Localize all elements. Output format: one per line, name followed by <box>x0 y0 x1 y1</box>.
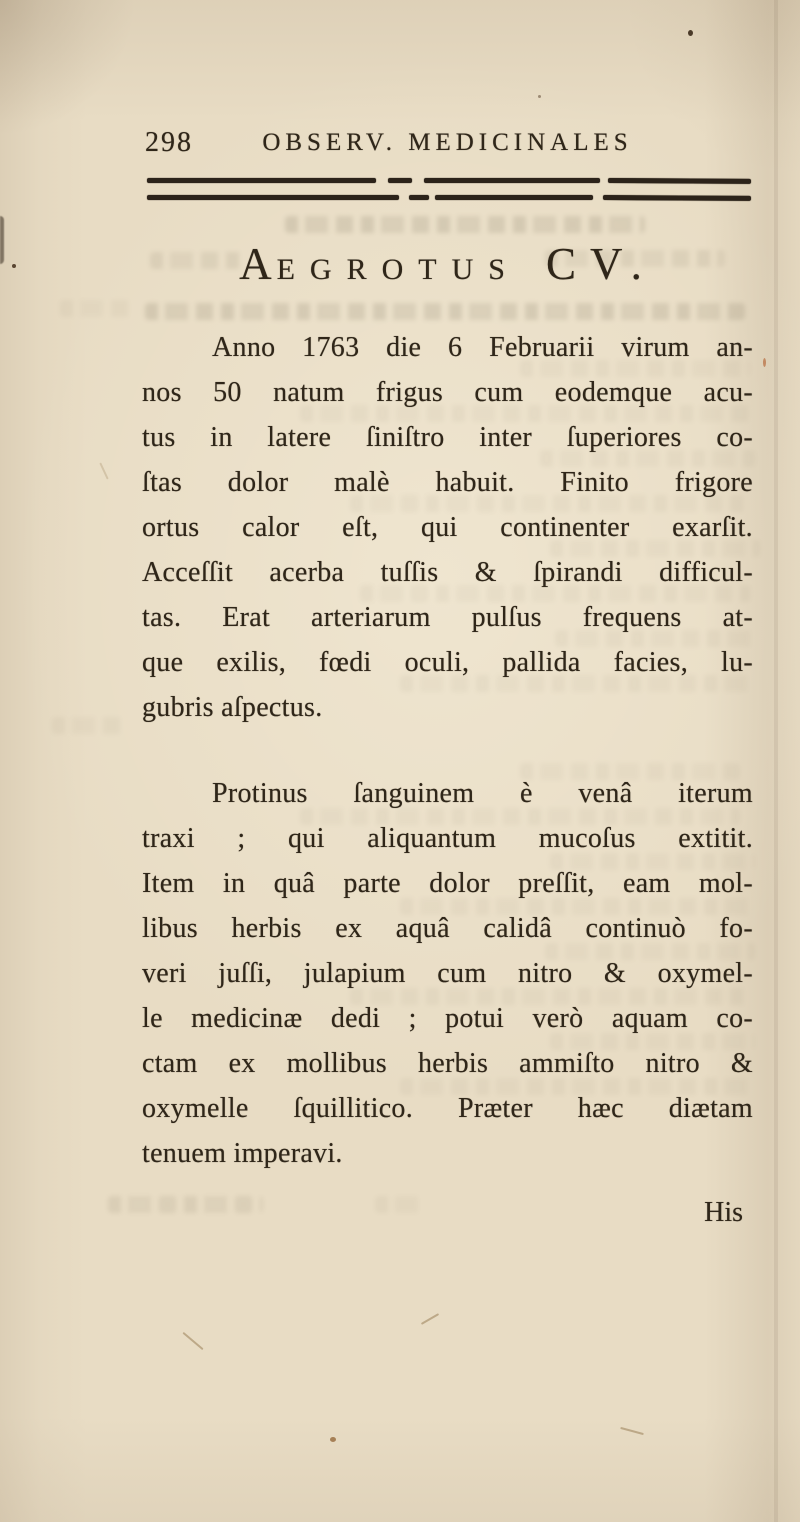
text-line: ſtas dolor malè habuit. Finito frigore <box>142 467 753 498</box>
running-head <box>142 120 753 165</box>
rule-segment <box>388 178 412 183</box>
text-line: le medicinæ dedi ; potui verò aquam co- <box>142 1003 753 1034</box>
text-line: nos 50 natum frigus cum eodemque acu- <box>142 377 753 408</box>
text-line: gubris aſpectus. <box>142 692 323 723</box>
rule-segment <box>147 195 399 200</box>
show-through-line <box>145 303 745 320</box>
text-line: oxymelle ſquillitico. Præter hæc diætam <box>142 1093 753 1124</box>
rule-segment <box>435 195 593 200</box>
text-line: libus herbis ex aquâ calidâ continuò fo- <box>142 913 753 944</box>
header-rule-top <box>147 178 751 183</box>
text-line: Protinus ſanguinem è venâ iterum <box>212 778 753 809</box>
rule-segment <box>608 178 751 184</box>
page-edge-mark <box>0 216 4 264</box>
rule-segment <box>409 195 429 200</box>
paper-speck <box>688 30 693 36</box>
show-through-line <box>108 1196 263 1213</box>
text-line: Anno 1763 die 6 Februarii virum an- <box>212 332 753 363</box>
paper-fiber <box>421 1313 439 1325</box>
show-through-line <box>52 717 122 734</box>
header-rule-bottom <box>147 195 751 200</box>
heading-initial: A <box>239 239 272 289</box>
body-text <box>142 325 753 1176</box>
text-line: Acceſſit acerba tuſſis & ſpirandi difficul- <box>142 557 753 588</box>
paragraph <box>142 325 753 730</box>
paper-fiber <box>99 462 108 479</box>
paragraph <box>142 771 753 1176</box>
show-through-line <box>60 300 132 317</box>
rule-gap <box>399 195 409 200</box>
text-line: tas. Erat arteriarum pulſus frequens at- <box>142 602 753 633</box>
paper-speck <box>763 358 766 367</box>
text-line: Item in quâ parte dolor preſſit, eam mol- <box>142 868 753 899</box>
show-through-line <box>375 1196 423 1213</box>
rule-gap <box>412 178 424 183</box>
page-number: 298 <box>145 127 193 158</box>
rule-gap <box>376 178 388 183</box>
show-through-line <box>285 216 645 233</box>
rule-gap <box>593 195 603 200</box>
chapter-heading <box>142 238 753 290</box>
text-line: que exilis, fœdi oculi, pallida facies, lu- <box>142 647 753 678</box>
catchword: His <box>704 1197 743 1228</box>
rule-segment <box>603 195 751 201</box>
text-line: traxi ; qui aliquantum mucoſus extitit. <box>142 823 753 854</box>
rule-segment <box>424 178 600 183</box>
text-line: veri juſſi, julapium cum nitro & oxymel- <box>142 958 753 989</box>
text-line: tenuem imperavi. <box>142 1138 343 1169</box>
paper-fiber <box>620 1427 644 1435</box>
paper-speck <box>330 1437 336 1442</box>
text-line: tus in latere ſiniſtro inter ſuperiores co- <box>142 422 753 453</box>
heading-numeral: CV. <box>545 239 656 289</box>
page-edge-shade <box>774 0 778 1522</box>
rule-gap <box>600 178 608 183</box>
text-line: ortus calor eſt, qui continenter exarſit. <box>142 512 753 543</box>
text-line: ctam ex mollibus herbis ammiſto nitro & <box>142 1048 753 1079</box>
heading-word: EGROTUS <box>276 253 520 286</box>
paper-fiber <box>182 1332 203 1350</box>
running-title: OBSERV. MEDICINALES <box>262 129 633 156</box>
paper-speck <box>12 264 16 268</box>
paper-speck <box>538 95 541 98</box>
rule-segment <box>147 178 376 183</box>
